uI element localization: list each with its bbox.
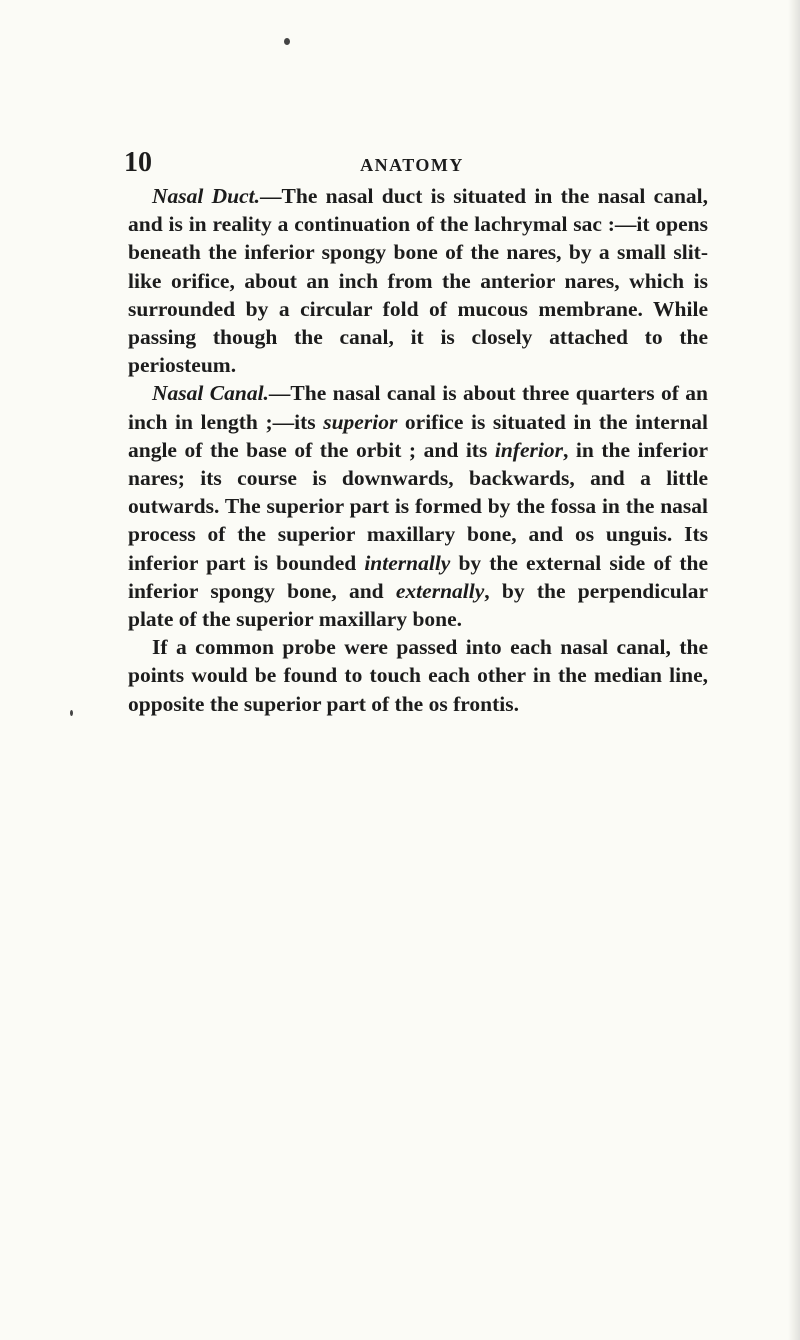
- paragraph-heading: Nasal Canal.: [152, 381, 269, 406]
- page-edge-shadow: [788, 0, 800, 1340]
- italic-term: inferior: [494, 437, 563, 462]
- running-title: ANATOMY: [360, 155, 464, 175]
- text-run: —The nasal canal is about three quarters of an inch in length ;—its: [128, 381, 708, 434]
- text-run: If a common probe were passed into each nasal canal, the points would be found to touch each other in the median line, opposite the superior part of the os frontis.: [128, 635, 708, 716]
- paragraph-nasal-canal: [128, 379, 708, 633]
- text-run: orifice is situated in the internal angle of the base of the orbit ; and its: [128, 409, 708, 462]
- paragraph-probe: [128, 633, 708, 718]
- paragraph-heading: Nasal Duct.: [152, 184, 261, 208]
- running-head: [124, 148, 700, 178]
- page-number: 10: [124, 147, 152, 178]
- ink-speck: [284, 38, 290, 45]
- italic-term: superior: [323, 409, 398, 434]
- text-run: by the external side of the inferior spongy bone, and: [128, 550, 708, 603]
- text-run: , in the inferior nares; its course is downwards, backwards, and a little outwards. The superior part is formed by the fossa in the nasal process of the superior maxillary bone, and os unguis. Its inferior part is bounded: [128, 437, 708, 575]
- italic-term: internally: [364, 550, 451, 575]
- body-text: [128, 182, 708, 718]
- ink-speck: [70, 710, 73, 716]
- text-run: —The nasal duct is situated in the nasal canal, and is in reality a continuation of the lachrymal sac :—it opens beneath the inferior spongy bone of the nares, by a small slit-like orifice, about an inch from the anterior nares, which is surrounded by a circular fold of mucous membrane. While passing though the canal, it is closely attached to the periosteum.: [128, 184, 708, 378]
- text-run: , by the perpendicular plate of the superior maxillary bone.: [128, 578, 708, 632]
- paragraph-nasal-duct: [128, 182, 708, 379]
- italic-term: externally: [395, 578, 485, 603]
